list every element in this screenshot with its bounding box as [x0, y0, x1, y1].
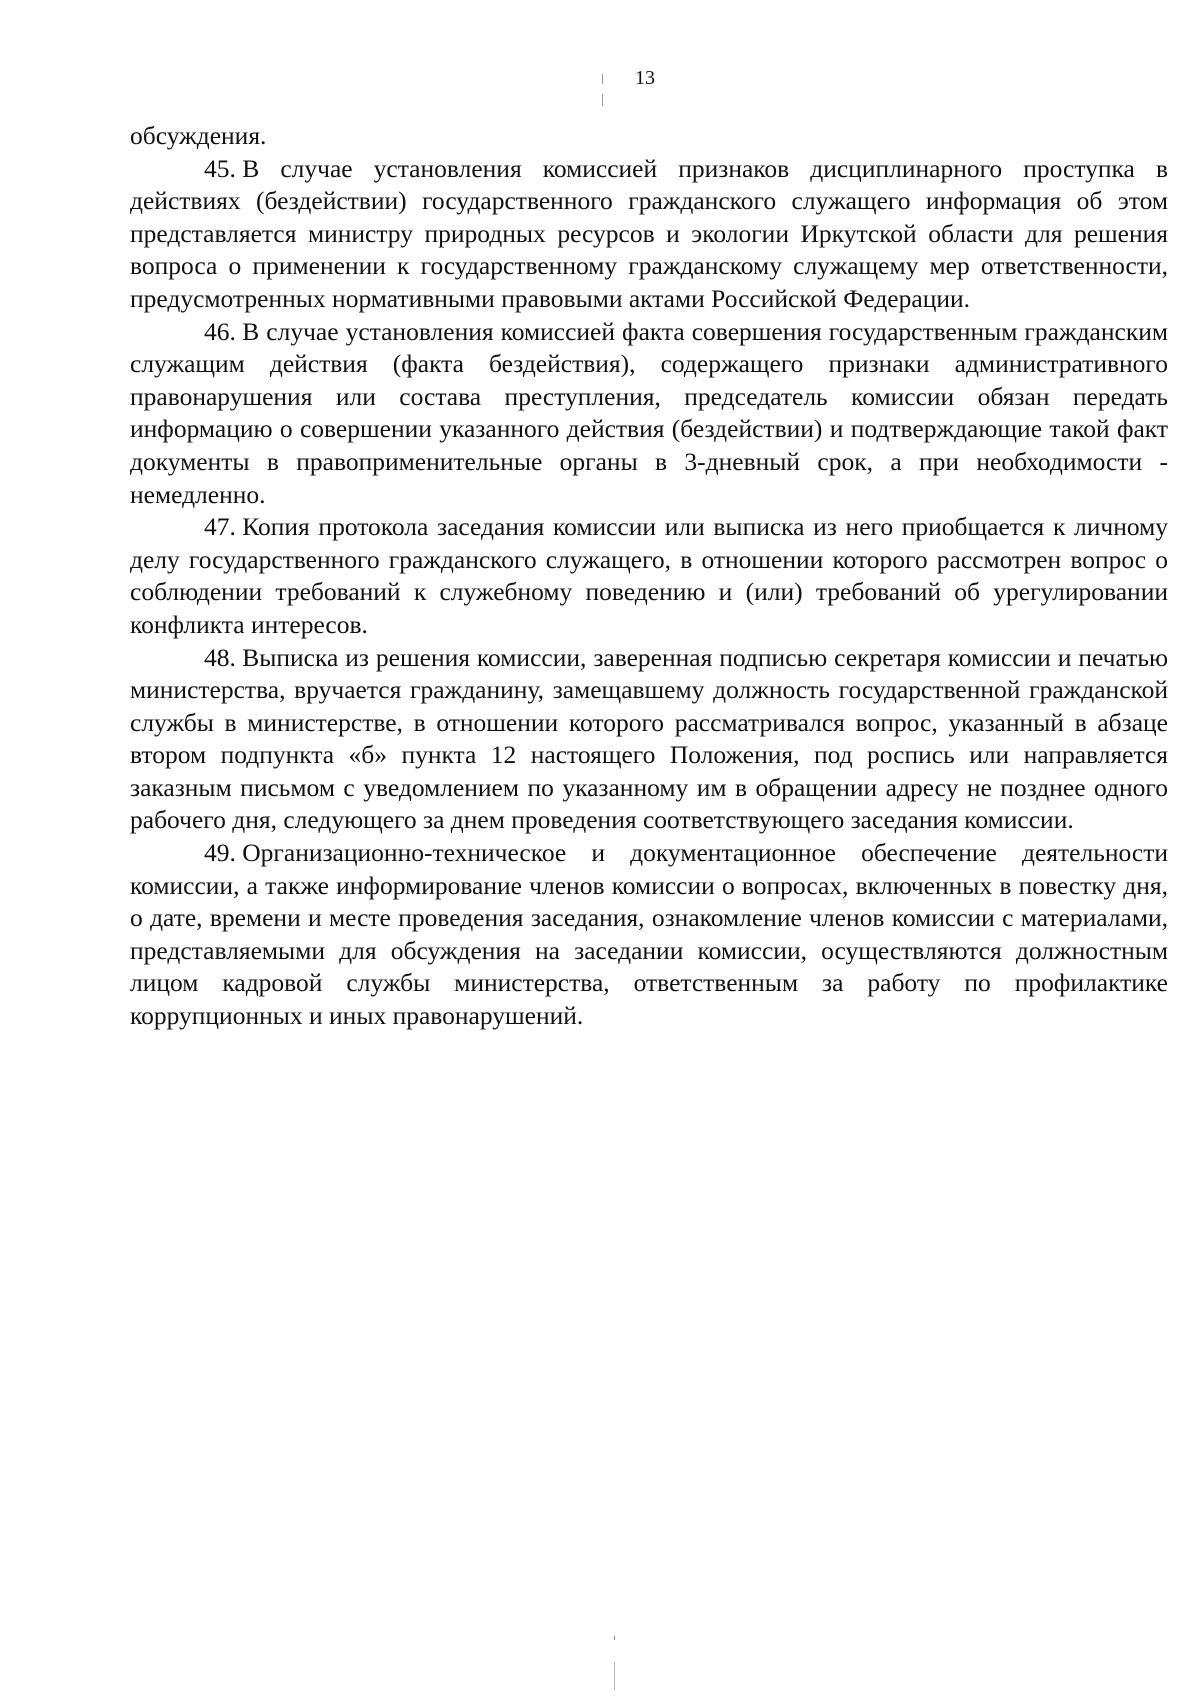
paragraph-46 — [130, 316, 1168, 512]
paragraph-number: 48. — [204, 642, 236, 672]
scan-artifact — [614, 1662, 615, 1690]
scan-artifact — [602, 94, 603, 106]
page-number: 13 — [635, 67, 655, 89]
continuation-text: обсуждения. — [130, 121, 267, 150]
paragraph-49 — [130, 837, 1168, 1033]
paragraph-text: Копия протокола заседания комиссии или выписка из него приобщается к личному делу государственного гражданского служащего, в отношении которого рассмотрен вопрос о соблюдении требований к служебному поведению и (или) требований об урегулировании конфликта интересов. — [130, 512, 1168, 639]
paragraph-number: 46. — [204, 316, 236, 346]
paragraph-text: Выписка из решения комиссии, заверенная подписью секретаря комиссии и печатью министерства, вручается гражданину, замещавшему должность государственной гражданской службы в министерстве, в отношении которого рассматривался вопрос, указанный в абзаце втором подпункта «б» пункта 12 настоящего Положения, под роспись или направляется заказным письмом с уведомлением по указанному им в обращении адресу не позднее одного рабочего дня, следующего за днем проведения соответствующего заседания комиссии. — [130, 642, 1168, 835]
scan-artifact — [614, 1636, 615, 1640]
document-body — [130, 120, 1168, 1033]
paragraph-number: 49. — [204, 838, 236, 868]
paragraph-number: 45. — [204, 153, 236, 183]
paragraph-text: Организационно-техническое и документационное обеспечение деятельности комиссии, а также информирование членов комиссии о вопросах, включенных в повестку дня, о дате, времени и месте проведения заседания, ознакомление членов комиссии с материалами, представляемыми для обсуждения на заседании комиссии, осуществляются должностным лицом кадровой службы министерства, ответственным за работу по профилактике коррупционных и иных правонарушений. — [130, 838, 1168, 1031]
paragraph-45 — [130, 153, 1168, 316]
paragraph-47 — [130, 511, 1168, 641]
paragraph-number: 47. — [204, 512, 236, 542]
paragraph-text: В случае установления комиссией признаков дисциплинарного проступка в действиях (бездействии) государственного гражданского служащего информация об этом представляется министру природных ресурсов и экологии Иркутской области для решения вопроса о применении к государственному гражданскому служащему мер ответственности, предусмотренных нормативными правовыми актами Российской Федерации. — [130, 153, 1168, 313]
paragraph-text: В случае установления комиссией факта совершения государственным гражданским служащим действия (факта бездействия), содержащего признаки административного правонарушения или состава преступления, председатель комиссии обязан передать информацию о совершении указанного действия (бездействии) и подтверждающие такой факт документы в правоприменительные органы в 3-дневный срок, а при необходимости - немедленно. — [130, 316, 1168, 509]
paragraph-48 — [130, 642, 1168, 838]
